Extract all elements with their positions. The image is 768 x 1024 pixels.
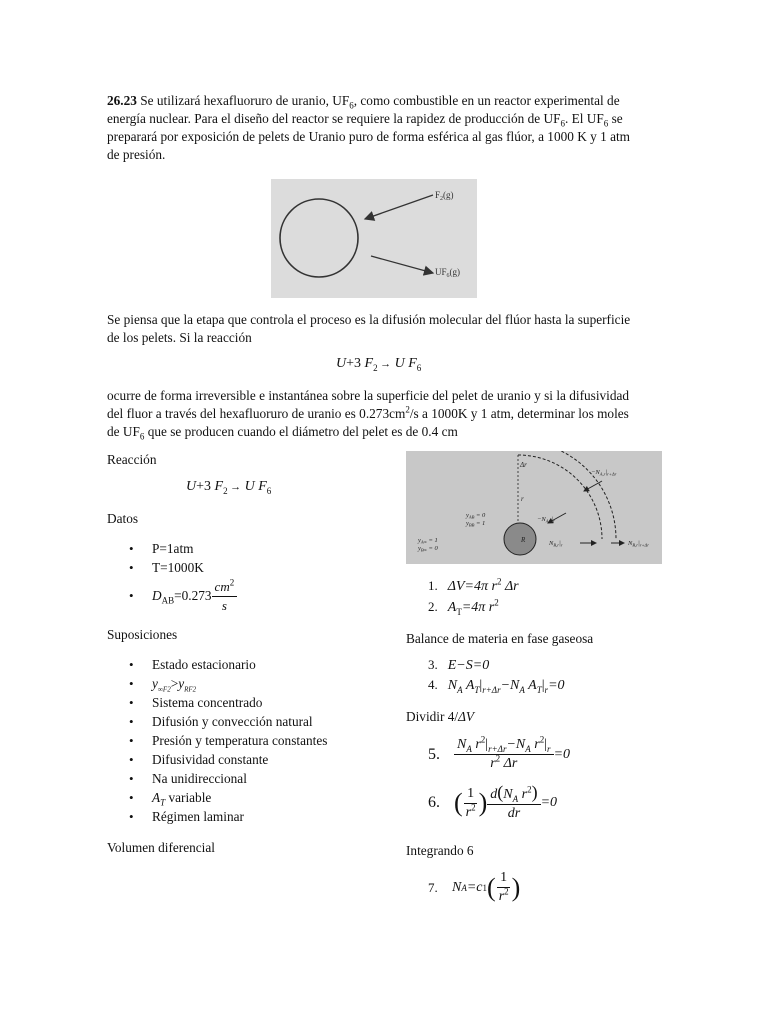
problem-line-1: 26.23 Se utilizará hexafluoruro de uranio, $UF_6$, como combustible en un reactor experimental de [107,93,620,111]
reaccion-heading: Reacción [107,452,157,467]
datos-temperature: • T=1000K [107,558,387,577]
nb-inner-label: $N_{B,r}|_r$ [549,540,563,548]
f2-label: $F_2(g)$ [435,190,454,202]
yab1-label: $y_{A\infty} = 1$ [418,537,438,545]
delta-r-label: Δr [520,461,527,469]
uf6-arrow [371,256,433,273]
ybb1-label: $y_{BB} = 1$ [466,520,486,528]
sup-difusividad-constante: • Difusividad constante [107,750,387,769]
outer-shell-arc [518,451,616,539]
flux-outer-arrow [584,481,602,491]
eq1: 1. ΔV=4π $r^2$ Δr [428,576,519,594]
problem-line-2: energía nuclear. Para el diseño del reactor se requiere la rapidez de producción de $UF_6$. El $UF_6$ se [107,111,623,129]
sup-presion-temperatura: • Presión y temperatura constantes [107,731,387,750]
sup-concentration-inequality: • $y_{\infty F2}>y_{RF2}$ [107,674,387,693]
uf6-label: $UF_6(g)$ [435,267,461,279]
f2-arrow [365,195,433,219]
reaction-equation-center: U+3 $F_2 \to U$ $F_6$ [336,356,422,373]
sup-na-unidireccional: • Na unidireccional [107,769,387,788]
figure-pellet-sketch [271,179,477,298]
R-label: R [521,536,526,544]
flux-outer-label: $-N_{A,r}|_{r+\Delta r}$ [591,469,617,477]
pellet-sketch-svg [271,179,477,298]
para2-line-2: de los pelets. Si la reacción [107,330,252,345]
datos-pressure: • P=1atm [107,539,387,558]
datos-heading: Datos [107,511,139,526]
eq4: 4. $N_A$ $A_T|_{r+\Delta r}-N_A$ $A_T|_r=0$ [428,677,565,695]
suposiciones-heading: Suposiciones [107,627,178,642]
eq2: 2. $A_T=4\pi$ $r^2$ [428,597,499,617]
nb-outer-label: $N_{B,r}|_{r+\Delta r}$ [628,540,649,548]
flux-inner-label: $-N_{A,r}|_r$ [537,516,555,524]
problem-line-4: de presión. [107,147,166,162]
para3-line-2: del fluor a través del hexafluoruro de uranio es $0.273cm^2/s$ a 1000K y 1 atm, determinar los moles [107,404,629,421]
pellet-circle [280,199,358,277]
r-label: r [521,495,524,503]
dividir-heading: Dividir 4/ΔV [406,709,475,724]
para3-line-3: de $UF_6$ que se producen cuando el diámetro del pelet es de 0.4 cm [107,424,458,442]
sup-estado-estacionario: • Estado estacionario [107,655,387,674]
suposiciones-list [107,655,387,826]
datos-list [107,539,387,615]
datos-diffusivity: • $D_{AB}=0.273$ $\frac{cm^2}{s}$ [107,577,387,615]
eq7: 7. N A =c 1 ( $\frac{1}{r^2}$ ) [428,870,521,904]
eq6: 6. ( $\frac{1}{r^2}$ ) $\frac{d(N_A r^2)}{dr}$ =0 [428,782,558,821]
problem-number: 26.23 [107,93,137,108]
uranium-pellet [504,523,536,555]
para2-line-1: Se piensa que la etapa que controla el proceso es la difusión molecular del flúor hasta la superficie [107,312,631,327]
sup-at-variable: • $A_T$ variable [107,788,387,807]
para3-line-1: ocurre de forma irreversible e instantánea sobre la superficie del pelet de uranio y si la difusividad [107,388,630,403]
ybb0-label: $y_{B\infty} = 0$ [418,545,438,553]
integrando-heading: Integrando 6 [406,843,474,858]
sup-regimen-laminar: • Régimen laminar [107,807,387,826]
sup-sistema-concentrado: • Sistema concentrado [107,693,387,712]
yab0-label: $y_{AB} = 0$ [466,512,486,520]
eq3: 3. E−S=0 [428,657,490,673]
reaction-equation-left: U+3 $F_2 \to U$ $F_6$ [186,479,272,496]
balance-heading: Balance de materia en fase gaseosa [406,631,594,646]
figure-shell-diagram [406,451,662,564]
problem-line-3: preparará por exposición de pelets de Uranio puro de forma esférica al gas flúor, a 1000 K y 1 atm [107,129,631,144]
eq5: 5. $\frac{N_A r^2|_{r+\Delta r}-N_A r^2|_r}{r^2 \Delta r}$ =0 [428,734,571,771]
volumen-heading: Volumen diferencial [107,840,215,855]
shell-diagram-svg [406,451,662,564]
sup-difusion-conveccion: • Difusión y convección natural [107,712,387,731]
